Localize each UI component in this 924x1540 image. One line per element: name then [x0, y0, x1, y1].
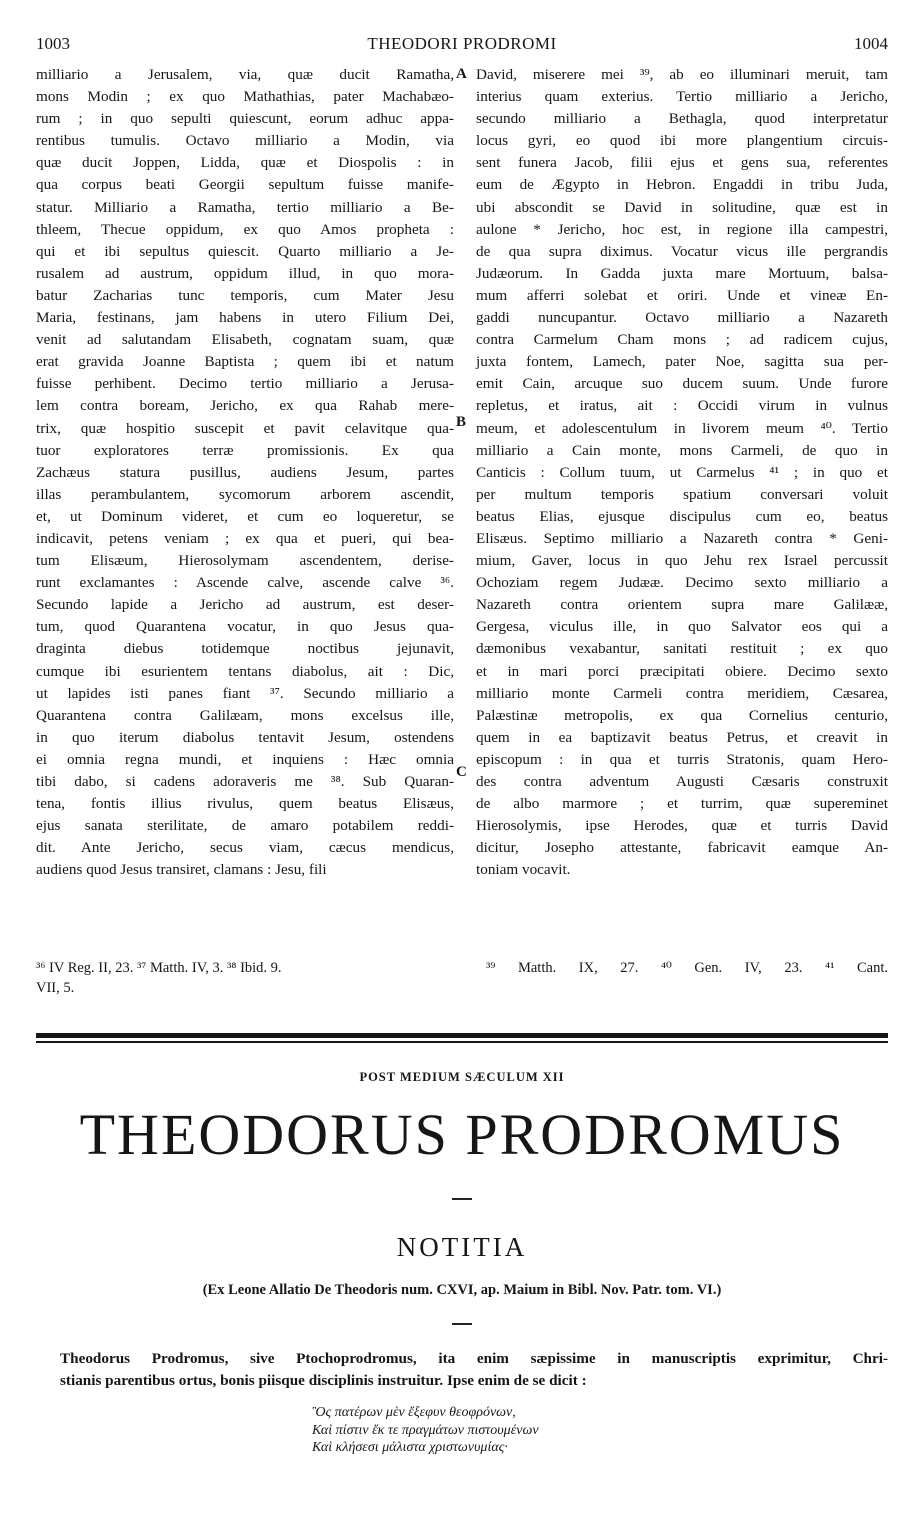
text-line: Καὶ πίστιν ἔκ τε πραγμάτων πιστουμένων [312, 1422, 539, 1438]
section-subtitle: NOTITIA [396, 1232, 528, 1262]
running-header [36, 34, 888, 56]
text-line: Judæorum. In Gadda juxta mare Mortuum, balsa- [476, 264, 888, 282]
text-line: in quo iterum diabolus tentavit Jesum, ostendens [36, 728, 454, 746]
text-line: tum, quod Quarantena vocatur, in quo Jesus qua- [36, 618, 454, 636]
text-line: meum, et adolescentulum in livorem meum ⁴⁰. Tertio [476, 419, 888, 437]
text-line: quem in ea baptizavit beatus Petrus, et creavit in [476, 728, 888, 746]
text-line: Palæstinæ metropolis, ex qua Cornelius centurio, [476, 706, 888, 724]
source-citation: (Ex Leone Allatio De Theodoris num. CXVI, ap. Maium in Bibl. Nov. Patr. tom. VI.) [202, 1282, 722, 1298]
text-line: Quarantena contra Galilæam, mons excelsus ille, [36, 706, 454, 724]
text-line: aulone * Jericho, hoc est, in regione illa campestri, [476, 220, 888, 238]
text-line: tena, fontis illius rivulus, quem beatus Elisæus, [36, 795, 454, 813]
text-line: dit. Ante Jericho, secus viam, cæcus mendicus, [36, 839, 454, 857]
text-line: Ὃς πατέρων μὲν ἔξεφυν θεοφρόνων, [312, 1405, 516, 1420]
text-line: repletus, et iratus, ait : Occidi virum in vulnus [476, 397, 888, 415]
ornament-dash [452, 1323, 472, 1325]
text-line: des contra adventum Augusti Cæsaris construxit [476, 773, 888, 790]
footnotes-left [36, 958, 454, 998]
text-line: cumque ibi esurientem tentans diabolus, ait : Dic, [36, 662, 454, 680]
text-line: stianis parentibus ortus, bonis piisque disciplinis instruitur. Ipse enim de se dicit : [60, 1372, 587, 1389]
text-line: fuisse perhibent. Decimo tertio milliario a Jerusa- [36, 375, 454, 393]
text-line: mum afferri solebat et oriri. Unde et vineæ En- [476, 286, 888, 304]
section-rule-thin [36, 1041, 888, 1043]
text-line: milliario a Cain monte, mons Carmeli, de quo in [476, 441, 888, 459]
footnotes-right [486, 958, 888, 978]
text-line: interius quam exterius. Tertio milliario a Jericho, [476, 88, 888, 106]
greek-verse [312, 1404, 539, 1457]
text-line: quæ ducit Joppen, Lidda, quæ et Diospolis : in [36, 154, 454, 172]
text-line: milliario monte Carmeli contra meridiem, Cæsarea, [476, 684, 888, 702]
text-line: audiens quod Jesus transiret, clamans : Jesu, fili [36, 861, 327, 879]
text-line: lem contra boream, Jericho, ex qua Rahab mere- [36, 397, 454, 415]
page-number-left: 1003 [36, 34, 70, 53]
margin-marker-c: C [456, 764, 467, 780]
text-line: gaddi nuncupantur. Octavo milliario a Nazareth [476, 309, 888, 327]
intro-paragraph [60, 1348, 888, 1392]
text-line: venit ad salutandam Elisabeth, cognatam suam, quæ [36, 331, 454, 349]
text-line: milliario a Jerusalem, via, quæ ducit Ramatha, [36, 66, 454, 83]
left-column [36, 64, 454, 881]
page-number-right: 1004 [854, 34, 888, 53]
text-line: de qua supra diximus. Vocatur vicus ille pergrandis [476, 242, 888, 260]
text-line: mium, Gaver, locus in quo Jehu rex Israel percussit [476, 552, 888, 570]
text-line: per multum temporis spatium conversari voluit [476, 485, 888, 503]
text-line: rentibus tumulis. Octavo milliario a Modin, via [36, 132, 454, 150]
text-line: Καὶ κλήσεσι μάλιστα χριστωνυμίας· [312, 1440, 508, 1455]
text-line: locus gyri, eo quod ibi more plangentium circuis- [476, 132, 888, 150]
text-line: sent funera Jacob, filii ejus et gens sua, referentes [476, 154, 888, 172]
text-line: secundo milliario a Bethagla, quod interpretatur [476, 110, 888, 128]
text-line: toniam vocavit. [476, 861, 571, 879]
text-line: Ochoziam regem Judææ. Decimo sexto milliario a [476, 574, 888, 592]
text-line: statur. Milliario a Ramatha, tertio milliario a Be- [36, 198, 454, 216]
text-line: dicitur, Josepho attestante, fabricavit eamque An- [476, 839, 888, 857]
text-line: Hierosolymis, ipse Herodes, quæ et turris David [476, 817, 888, 835]
text-line: juxta fontem, Lamech, pater Noe, sagitta sua per- [476, 353, 888, 371]
running-title: THEODORI PRODROMI [367, 34, 557, 53]
text-line: emit Cain, arcuque suo ducem suum. Unde furore [476, 375, 888, 393]
text-line: David, miserere mei ³⁹, ab eo illuminari meruit, tam [476, 66, 888, 83]
text-line: ei omnia regna mundi, et inquiens : Hæc omnia [36, 750, 454, 768]
text-line: ut lapides isti panes fiant ³⁷. Secundo milliario a [36, 684, 454, 702]
text-line: qui et ibi sepultus quiescit. Quarto milliario a Je- [36, 242, 454, 260]
text-line: dæmonibus vexabantur, sanitati restituit ; ex quo [476, 640, 888, 658]
text-line: indicavit, petens veniam ; ex qua et pueri, qui bea- [36, 529, 454, 547]
text-line: thleem, Thecue oppidum, ex quo Amos propheta : [36, 220, 454, 238]
footnote-line: ³⁶ IV Reg. II, 23. ³⁷ Matth. IV, 3. ³⁸ Ibid. 9. [36, 960, 282, 976]
text-line: ejus sanata sterilitate, de amaro potabilem reddi- [36, 817, 454, 835]
text-line: Theodorus Prodromus, sive Ptochoprodromus, ita enim sæpissime in manuscriptis exprimitur, Chri- [60, 1350, 888, 1367]
right-column [476, 64, 888, 881]
text-line: mons Modin ; ex quo Mathathias, pater Machabæo- [36, 88, 454, 106]
footnote-line: ³⁹ Matth. IX, 27. ⁴⁰ Gen. IV, 23. ⁴¹ Cant. [486, 960, 888, 976]
margin-marker-a: A [456, 66, 467, 82]
text-line: rum ; in quo sepulti quiescunt, eorum adhuc appa- [36, 110, 454, 128]
era-heading: POST MEDIUM SÆCULUM XII [359, 1070, 565, 1084]
text-line: Nazareth contra orientem supra mare Galilææ, [476, 596, 888, 614]
text-line: batur Zacharias tunc temporis, cum Mater Jesu [36, 286, 454, 304]
text-line: tibi dabo, si cadens adoraveris me ³⁸. Sub Quaran- [36, 773, 454, 790]
text-line: Canticis : Collum tuum, ut Carmelus ⁴¹ ; in quo et [476, 463, 888, 481]
text-line: Zachæus statura pusillus, audiens Jesum, partes [36, 463, 454, 481]
text-line: illas perambulantem, sycomorum arborem ascendit, [36, 485, 454, 503]
text-line: Maria, festinans, jam habens in utero Filium Dei, [36, 309, 454, 327]
text-line: trix, quæ hospitio suscepit et pavit celavitque qua- [36, 419, 454, 437]
text-line: episcopum : in qua et turris Stratonis, quam Hero- [476, 750, 888, 768]
text-line: tum Elisæum, Hierosolymam ascendentem, derise- [36, 552, 454, 570]
text-line: eum de Ægypto in Hebron. Engaddi in tribu Juda, [476, 176, 888, 194]
text-line: de albo marmore ; et turrim, quæ supereminet [476, 795, 888, 813]
section-rule-heavy [36, 1033, 888, 1038]
text-line: beatus Elias, ejusque discipulus cum eo, beatus [476, 507, 888, 525]
section-title: THEODORUS PRODROMUS [79, 1102, 845, 1167]
text-line: Gergesa, viculus ille, in quo Salvator eos qui a [476, 618, 888, 636]
text-line: ubi abscondit se David in solitudine, quæ est in [476, 198, 888, 216]
ornament-dash [452, 1198, 472, 1200]
text-line: et, ut Dominum videret, et cum eo loqueretur, se [36, 507, 454, 525]
text-line: tuor exploratores terræ promissionis. Ex qua [36, 441, 454, 459]
footnote-line: VII, 5. [36, 980, 75, 996]
text-line: erat gravida Joanne Baptista ; quem ibi et natum [36, 353, 454, 371]
text-line: rusalem ad austrum, oppidum illud, in quo mora- [36, 264, 454, 282]
text-line: Elisæus. Septimo milliario a Nazareth contra * Geni- [476, 529, 888, 547]
text-line: draginta diebus totidemque noctibus jejunavit, [36, 640, 454, 658]
text-line: qua corpus beati Georgii sepultum fuisse manife- [36, 176, 454, 194]
text-line: et in mari porci præcipitati obiere. Decimo sexto [476, 662, 888, 680]
margin-marker-b: B [456, 414, 467, 430]
text-line: contra Carmelum Cham mons ; ad radicem cujus, [476, 331, 888, 349]
text-line: runt exclamantes : Ascende calve, ascende calve ³⁶. [36, 574, 454, 592]
text-line: Secundo lapide a Jericho ad austrum, est deser- [36, 596, 454, 614]
